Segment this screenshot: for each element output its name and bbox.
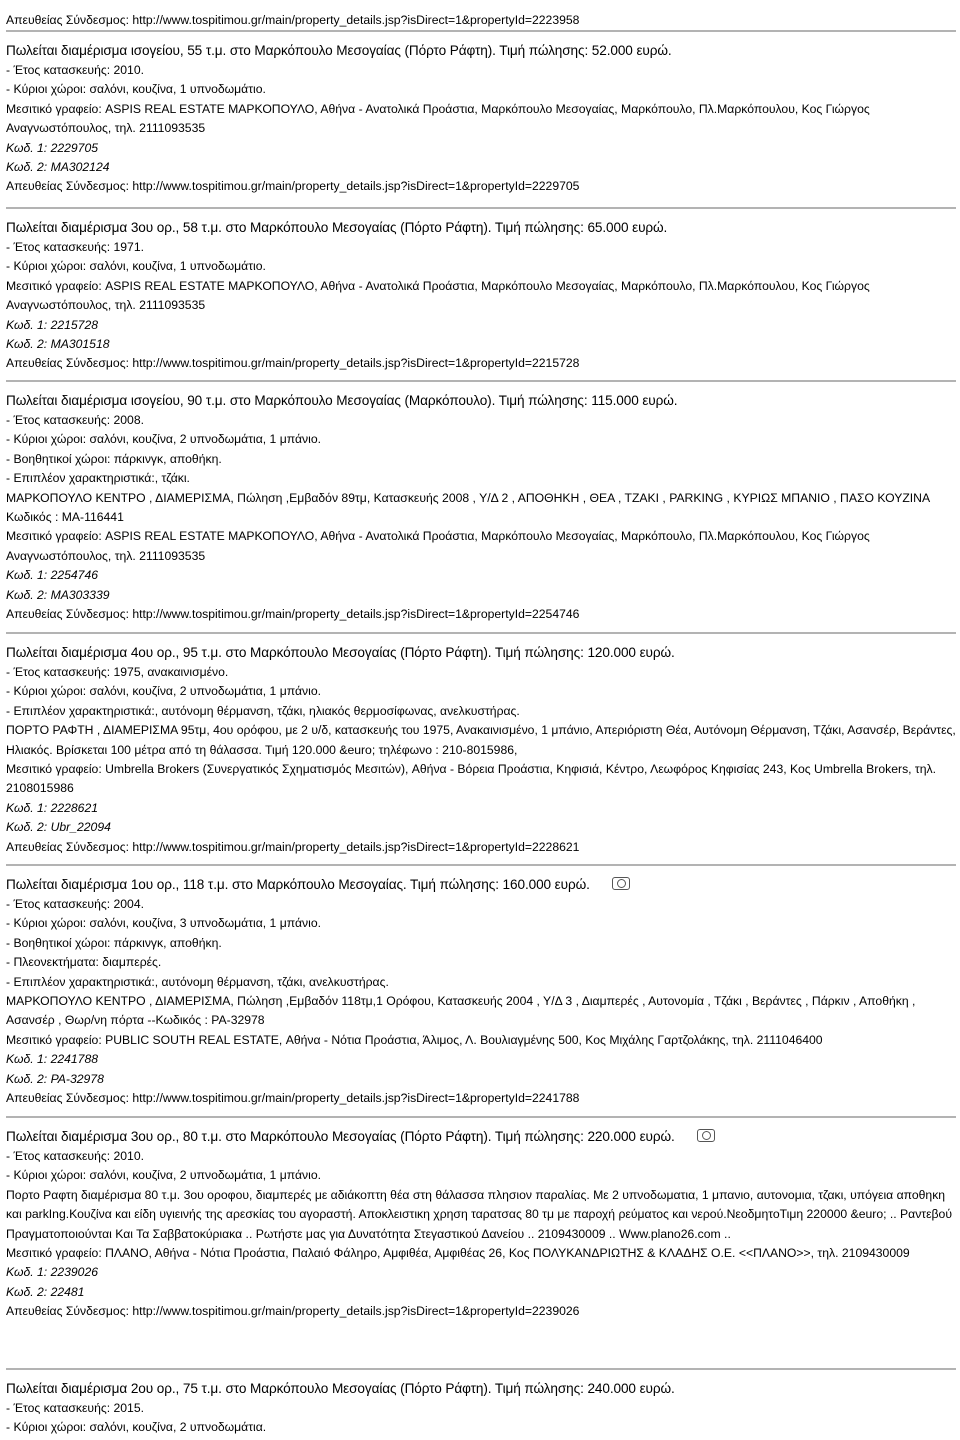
listing-title xyxy=(6,1127,956,1147)
code-2: Κωδ. 2: 22481 xyxy=(6,1284,85,1299)
code-2: Κωδ. 2: Ubr_22094 xyxy=(6,820,111,835)
agency-info: Μεσιτικό γραφείο: ASPIS REAL ESTATE ΜΑΡΚΟΠΟΥΛΟ, Αθήνα - Ανατολικά Προάστια, Μαρκόπουλο Μεσογαίας, Μαρκόπουλο, Πλ.Μαρκόπουλου, Κος Γιώργος Αναγνωστόπουλος, τηλ. 2111093535 xyxy=(6,101,870,136)
auxiliary-rooms: - Βοηθητικοί χώροι: πάρκινγκ, αποθήκη. xyxy=(6,935,222,950)
main-rooms: - Κύριοι χώροι: σαλόνι, κουζίνα, 1 υπνοδωμάτιο. xyxy=(6,82,266,97)
main-rooms: - Κύριοι χώροι: σαλόνι, κουζίνα, 2 υπνοδωμάτια, 1 μπάνιο. xyxy=(6,684,321,699)
main-rooms: - Κύριοι χώροι: σαλόνι, κουζίνα, 3 υπνοδωμάτια, 1 μπάνιο. xyxy=(6,916,321,931)
code-2: Κωδ. 2: ΜΑ303339 xyxy=(6,587,110,602)
extra-features: - Επιπλέον χαρακτηριστικά:, τζάκι. xyxy=(6,471,190,486)
construction-year: - Έτος κατασκευής: 2004. xyxy=(6,897,144,911)
listing-title: Πωλείται διαμέρισμα 3ου ορ., 58 τ.μ. στο Μαρκόπουλο Μεσογαίας (Πόρτο Ράφτη). Τιμή πώλησης: 65.000 ευρώ. xyxy=(6,220,668,235)
direct-link[interactable]: Απευθείας Σύνδεσμος: http://www.tospitimou.gr/main/property_details.jsp?isDirect=1&propertyId=2228621 xyxy=(6,839,580,854)
direct-link[interactable]: Απευθείας Σύνδεσμος: http://www.tospitimou.gr/main/property_details.jsp?isDirect=1&propertyId=2229705 xyxy=(6,179,580,194)
code-1: Κωδ. 1: 2228621 xyxy=(6,800,99,815)
code-2: Κωδ. 2: ΜΑ302124 xyxy=(6,160,110,175)
listing-description: ΜΑΡΚΟΠΟΥΛΟ ΚΕΝΤΡΟ , ΔΙΑΜΕΡΙΣΜΑ, Πώληση ,Εμβαδόν 118τμ,1 Ορόφου, Κατασκευής 2004 , Υ/Δ 3 , Διαμπερές , Αυτονομία , Τζάκι , Βεράντες , Πάρκιν , Αποθήκη , Ασανσέρ , Θωρ/νη πόρτα --Κωδικός : ΡΑ-32978 xyxy=(6,994,916,1028)
camera-icon[interactable] xyxy=(612,877,630,890)
listing-title: Πωλείται διαμέρισμα 2ου ορ., 75 τ.μ. στο Μαρκόπουλο Μεσογαίας (Πόρτο Ράφτη). Τιμή πώλησης: 240.000 ευρώ. xyxy=(6,1381,675,1396)
separator xyxy=(6,1116,956,1118)
listing-title-text: Πωλείται διαμέρισμα 3ου ορ., 80 τ.μ. στο Μαρκόπουλο Μεσογαίας (Πόρτο Ράφτη). Τιμή πώλησης: 220.000 ευρώ. xyxy=(6,1129,675,1144)
auxiliary-rooms: - Βοηθητικοί χώροι: πάρκινγκ, αποθήκη. xyxy=(6,451,222,466)
separator xyxy=(6,207,956,209)
direct-link[interactable]: Απευθείας Σύνδεσμος: http://www.tospitimou.gr/main/property_details.jsp?isDirect=1&propertyId=2223958 xyxy=(6,13,580,27)
main-rooms: - Κύριοι χώροι: σαλόνι, κουζίνα, 2 υπνοδωμάτια, 1 μπάνιο. xyxy=(6,1168,321,1183)
construction-year: - Έτος κατασκευής: 1975, ανακαινισμένο. xyxy=(6,665,229,679)
code-1: Κωδ. 1: 2254746 xyxy=(6,568,99,583)
direct-link[interactable]: Απευθείας Σύνδεσμος: http://www.tospitimou.gr/main/property_details.jsp?isDirect=1&propertyId=2254746 xyxy=(6,607,580,622)
agency-info: Μεσιτικό γραφείο: ΠΛΑΝΟ, Αθήνα - Νότια Προάστια, Παλαιό Φάληρο, Αμφιθέα, Αμφιθέας 26, Κος ΠΟΛΥΚΑΝΔΡΙΩΤΗΣ & ΚΛΑΔΗΣ Ο.Ε. <<ΠΛΑΝΟ>>, τηλ. 2109430009 xyxy=(6,1246,910,1261)
code-1: Κωδ. 1: 2229705 xyxy=(6,140,99,155)
main-rooms: - Κύριοι χώροι: σαλόνι, κουζίνα, 2 υπνοδωμάτια. xyxy=(6,1420,267,1435)
separator xyxy=(6,30,956,32)
listing-description: ΜΑΡΚΟΠΟΥΛΟ ΚΕΝΤΡΟ , ΔΙΑΜΕΡΙΣΜΑ, Πώληση ,Εμβαδόν 89τμ, Κατασκευής 2008 , Υ/Δ 2 , ΑΠΟΘΗΚΗ , ΘΕΑ , ΤΖΑΚΙ , PARKING , ΚΥΡΙΩΣ ΜΠΑΝΙΟ , ΠΑΣΟ ΚΟΥΖΙΝΑ Κωδικός : ΜΑ-116441 xyxy=(6,490,930,525)
code-1: Κωδ. 1: 2239026 xyxy=(6,1265,99,1280)
listing xyxy=(6,218,956,374)
code-1: Κωδ. 1: 2241788 xyxy=(6,1052,99,1067)
listing-title: Πωλείται διαμέρισμα ισογείου, 90 τ.μ. στο Μαρκόπουλο Μεσογαίας (Μαρκόπουλο). Τιμή πώλησης: 115.000 ευρώ. xyxy=(6,393,678,408)
code-2: Κωδ. 2: ΡΑ-32978 xyxy=(6,1071,104,1086)
separator xyxy=(6,864,956,866)
separator xyxy=(6,1368,956,1370)
agency-info: Μεσιτικό γραφείο: Umbrella Brokers (Συνεργατικός Σχηματισμός Μεσιτών), Αθήνα - Βόρεια Προάστια, Κηφισιά, Κέντρο, Λεωφόρος Κηφισίας 243, Κος Umbrella Brokers, τηλ. 2108015986 xyxy=(6,762,937,796)
separator xyxy=(6,380,956,382)
construction-year: - Έτος κατασκευής: 1971. xyxy=(6,240,144,254)
construction-year: - Έτος κατασκευής: 2010. xyxy=(6,1149,144,1163)
listing-description: ΠΟΡΤΟ ΡΑΦΤΗ , ΔΙΑΜΕΡΙΣΜΑ 95τμ, 4ου ορόφου, με 2 υ/δ, κατασκευής του 1975, Ανακαινισμένο, 1 μπάνιο, Απεριόριστη Θέα, Αυτόνομη Θέρμανση, Τζάκι, Ασανσέρ, Βεράντες, Ηλιακός. Βρίσκεται 100 μέτρα από τη θάλασσα. Τιμή 120.000 &euro; τηλέφωνο : 210-8015986, xyxy=(6,723,956,757)
agency-info: Μεσιτικό γραφείο: ASPIS REAL ESTATE ΜΑΡΚΟΠΟΥΛΟ, Αθήνα - Ανατολικά Προάστια, Μαρκόπουλο Μεσογαίας, Μαρκόπουλο, Πλ.Μαρκόπουλου, Κος Γιώργος Αναγνωστόπουλος, τηλ. 2111093535 xyxy=(6,529,870,563)
main-rooms: - Κύριοι χώροι: σαλόνι, κουζίνα, 2 υπνοδωμάτια, 1 μπάνιο. xyxy=(6,432,321,447)
main-rooms: - Κύριοι χώροι: σαλόνι, κουζίνα, 1 υπνοδωμάτιο. xyxy=(6,259,266,274)
advantages: - Πλεονεκτήματα: διαμπερές. xyxy=(6,955,162,970)
listing-title xyxy=(6,875,956,895)
listing-description: Πορτο Ραφτη διαμέρισμα 80 τ.μ. 3ου οροφου, διαμπερές με αδιάκοπτη θέα στη θάλασσα πλησιον παραλίας. Με 2 υπνοδωματια, 1 μπανιο, αυτονομια, τζακι, υπόγεια αποθηκη και parkIng.Κουζίνα και είδη υγιεινής της αρεσκίας του αγοραστή. Αποκλειστικη χρηση ταρατσας 80 τμ με παροχή ρεύματος και νερού.ΝεοδμητοΤιμη 220000 &euro; .. Ραντεβού Πραγματοποιούνται Και Τα Σαββατοκύριακα .. Ρωτήστε μας για Δυνατότητα Στεγαστικού Δανείου .. 2109430009 .. Www.plano26.com .. xyxy=(6,1187,953,1241)
direct-link[interactable]: Απευθείας Σύνδεσμος: http://www.tospitimou.gr/main/property_details.jsp?isDirect=1&propertyId=2241788 xyxy=(6,1091,580,1106)
listing-title: Πωλείται διαμέρισμα 4ου ορ., 95 τ.μ. στο Μαρκόπουλο Μεσογαίας (Πόρτο Ράφτη). Τιμή πώλησης: 120.000 ευρώ. xyxy=(6,645,675,660)
construction-year: - Έτος κατασκευής: 2010. xyxy=(6,63,144,77)
listing xyxy=(6,875,956,1108)
code-2: Κωδ. 2: ΜΑ301518 xyxy=(6,337,110,352)
extra-features: - Επιπλέον χαρακτηριστικά:, αυτόνομη θέρμανση, τζάκι, ηλιακός θερμοσίφωνας, ανελκυστήρας. xyxy=(6,703,520,718)
listing-title: Πωλείται διαμέρισμα ισογείου, 55 τ.μ. στο Μαρκόπουλο Μεσογαίας (Πόρτο Ράφτη). Τιμή πώλησης: 52.000 ευρώ. xyxy=(6,43,672,58)
listing xyxy=(6,643,956,857)
construction-year: - Έτος κατασκευής: 2015. xyxy=(6,1401,144,1415)
code-1: Κωδ. 1: 2215728 xyxy=(6,317,99,332)
listing-title-text: Πωλείται διαμέρισμα 1ου ορ., 118 τ.μ. στο Μαρκόπουλο Μεσογαίας. Τιμή πώλησης: 160.000 ευρώ. xyxy=(6,877,590,892)
direct-link[interactable]: Απευθείας Σύνδεσμος: http://www.tospitimou.gr/main/property_details.jsp?isDirect=1&propertyId=2239026 xyxy=(6,1304,580,1319)
agency-info: Μεσιτικό γραφείο: PUBLIC SOUTH REAL ESTATE, Αθήνα - Νότια Προάστια, Άλιμος, Λ. Βουλιαγμένης 500, Κος Μιχάλης Γαρτζολάκης, τηλ. 2111046400 xyxy=(6,1032,823,1047)
extra-features: - Επιπλέον χαρακτηριστικά:, αυτόνομη θέρμανση, τζάκι, ανελκυστήρας. xyxy=(6,974,389,989)
camera-icon[interactable] xyxy=(697,1129,715,1142)
agency-info: Μεσιτικό γραφείο: ASPIS REAL ESTATE ΜΑΡΚΟΠΟΥΛΟ, Αθήνα - Ανατολικά Προάστια, Μαρκόπουλο Μεσογαίας, Μαρκόπουλο, Πλ.Μαρκόπουλου, Κος Γιώργος Αναγνωστόπουλος, τηλ. 2111093535 xyxy=(6,278,870,313)
listing xyxy=(6,1127,956,1322)
construction-year: - Έτος κατασκευής: 2008. xyxy=(6,413,144,427)
listing xyxy=(6,1379,956,1438)
separator xyxy=(6,632,956,634)
listing xyxy=(6,391,956,624)
direct-link[interactable]: Απευθείας Σύνδεσμος: http://www.tospitimou.gr/main/property_details.jsp?isDirect=1&propertyId=2215728 xyxy=(6,356,580,371)
listing xyxy=(6,41,956,197)
